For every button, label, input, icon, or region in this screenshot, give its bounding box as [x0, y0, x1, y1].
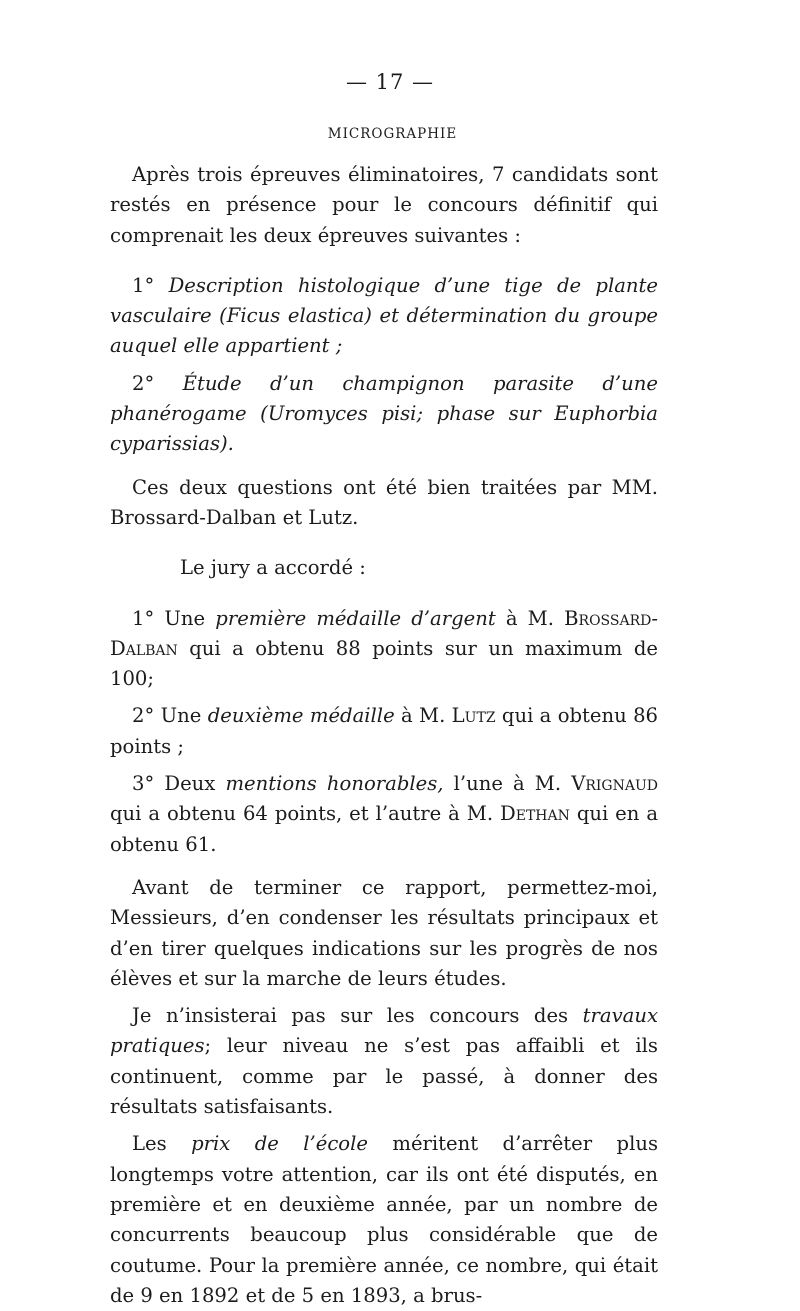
- award-title: deuxième médaille: [207, 704, 395, 728]
- paragraph-practical: [110, 1001, 658, 1122]
- award-pre: Deux: [164, 772, 216, 796]
- award-pre: Une: [164, 606, 206, 630]
- award-number: 3°: [132, 772, 155, 796]
- list-item-1: [110, 271, 658, 362]
- text-run: ; leur niveau ne s’est pas affaibli et ils continuent, comme par le passé, à donner des résultats satisfaisants.: [110, 1034, 658, 1119]
- paragraph-intro: Après trois épreuves éliminatoires, 7 candidats sont restés en présence pour le concours définitif qui comprenait les deux épreuves suivantes :: [110, 163, 658, 247]
- award-1: [110, 604, 658, 695]
- list-item-text: Étude d’un champignon parasite d’une phanérogame (Uromyces pisi; phase sur Euphorbia cyparissias).: [110, 371, 658, 456]
- list-item-2: [110, 369, 658, 460]
- paragraph-questions: Ces deux questions ont été bien traitées par MM. Brossard-Dalban et Lutz.: [110, 475, 658, 529]
- page-number: — 17 —: [345, 70, 435, 94]
- award-title: mentions honorables,: [225, 772, 444, 796]
- laureate-name: Lutz: [451, 704, 496, 728]
- paragraph-conclusion: Avant de terminer ce rapport, permettez-moi, Messieurs, d’en condenser les résultats principaux et d’en tirer quelques indications sur les progrès de nos élèves et sur la marche de leurs études.: [110, 875, 658, 990]
- award-post: qui a obtenu 88 points sur un maximum de 100;: [110, 636, 658, 691]
- list-number: 2°: [132, 371, 155, 395]
- paragraph-prizes: [110, 1129, 658, 1311]
- award-mid: à M.: [505, 606, 554, 630]
- body-text: [110, 160, 658, 1311]
- award-mid: qui a obtenu 64 points, et l’autre à M.: [110, 802, 494, 826]
- award-number: 2°: [132, 704, 155, 728]
- text-run: Je n’insisterai pas sur les concours des: [132, 1004, 569, 1028]
- award-3: [110, 769, 658, 860]
- award-title: première médaille d’argent: [215, 606, 496, 630]
- award-post: qui en a obtenu 61.: [110, 802, 659, 856]
- emphasis: prix de l’école: [191, 1132, 368, 1156]
- emphasis: travaux pratiques: [110, 1004, 658, 1058]
- laureate-name: Dethan: [500, 802, 570, 826]
- jury-line: Le jury a accordé :: [180, 556, 366, 580]
- award-mid: l’une à M.: [453, 772, 562, 796]
- laureate-name: Brossard-Dalban: [110, 606, 658, 660]
- text-run: Les: [132, 1132, 167, 1156]
- laureate-name: Vrignaud: [571, 772, 658, 796]
- section-title: MICROGRAPHIE: [327, 126, 458, 142]
- award-post: qui a obtenu 86 points ;: [110, 704, 659, 758]
- award-2: [110, 701, 658, 762]
- list-item-text: Description histologique d’une tige de plante vasculaire (Ficus elastica) et détermination du groupe auquel elle appartient ;: [110, 273, 658, 358]
- award-number: 1°: [132, 606, 155, 630]
- text-run: méritent d’arrêter plus longtemps votre attention, car ils ont été disputés, en première et en deuxième année, par un nombre de concurrents beaucoup plus considérable que de coutume. Pour la première année, ce nombre, qui était de 9 en 1892 et de 5 en 1893, a brus-: [110, 1132, 659, 1307]
- award-pre: Une: [160, 704, 202, 728]
- award-mid: à M.: [401, 704, 446, 728]
- list-number: 1°: [132, 273, 155, 297]
